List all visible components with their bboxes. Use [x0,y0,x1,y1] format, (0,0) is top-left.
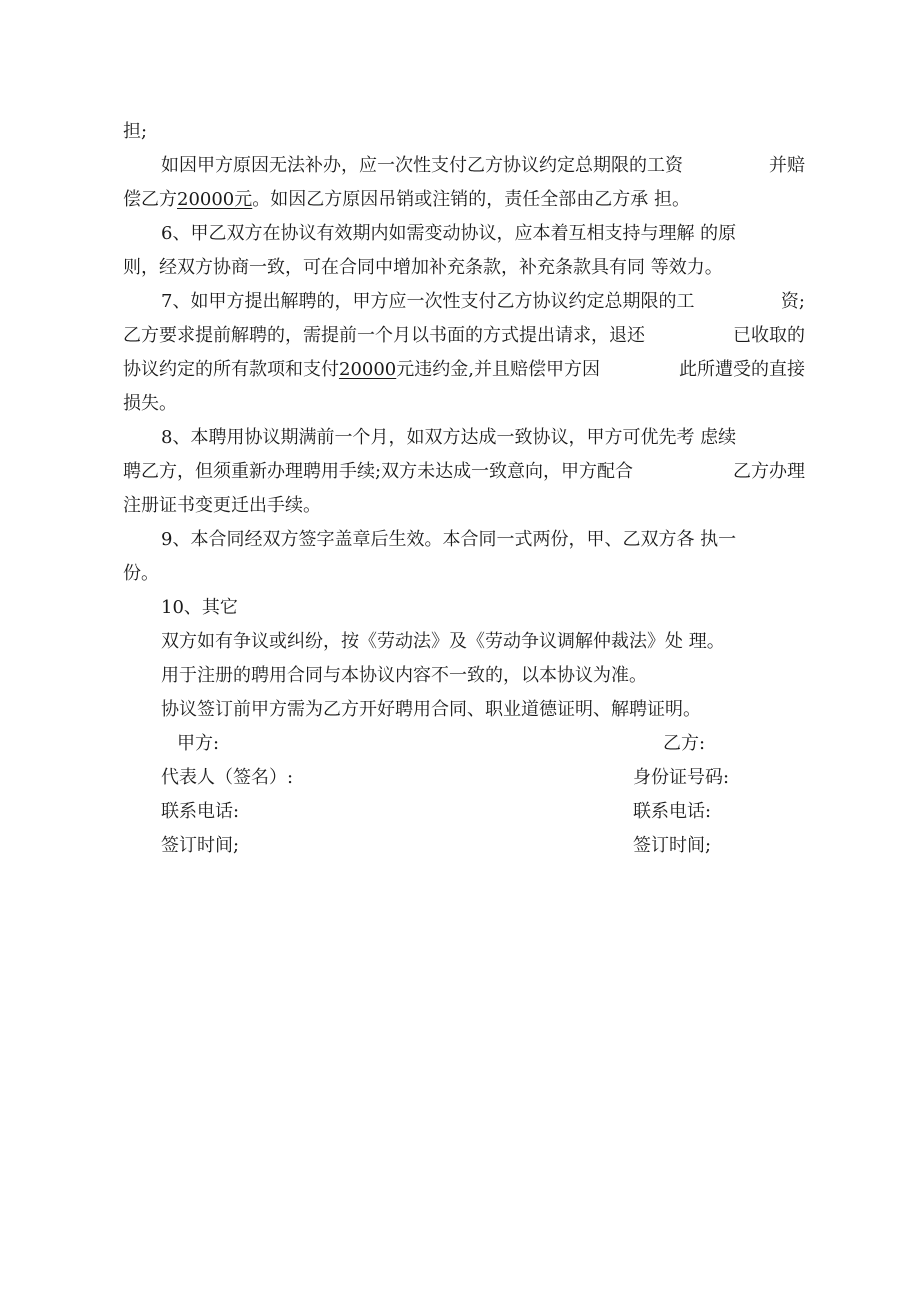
clause-7-text-e [123,354,600,385]
clause-7-text-f: 此所遭受的直接 [679,359,805,380]
clause-7-text-d: 已收取的 [733,325,805,346]
signature-row-parties [123,728,805,759]
compensation-amount: 20000元 [177,189,253,210]
signature-row-identity [123,762,805,793]
clause-5-text-c: 偿乙方 [123,189,177,210]
party-b-date-label: 签订时间; [633,835,712,856]
clause-7-line-2 [123,320,805,351]
signature-row-date [123,830,805,861]
clause-8-text-b: 乙方办理 [733,461,805,482]
clause-7-line-3 [123,354,805,385]
contract-page [123,116,805,864]
clause-7-text-b: 资; [780,291,805,312]
clause-10-title: 10、其它 [161,597,238,618]
clause-5-line-1 [123,150,805,181]
clause-7-text-a: 7、如甲方提出解聘的，甲方应一次性支付乙方协议约定总期限的工 [161,291,695,312]
clause-5-text-b: 并赔 [769,155,805,176]
party-b-label: 乙方: [663,733,706,754]
party-a-representative-label: 代表人（签名）: [161,767,294,788]
continued-text: 担; [123,121,148,142]
clause-5-text-a: 如因甲方原因无法补办，应一次性支付乙方协议约定总期限的工资 [161,155,683,176]
party-a-date-label: 签订时间; [161,835,240,856]
party-b-id-number-label: 身份证号码: [633,767,730,788]
clause-7-text-e2: 元违约金,并且赔偿甲方因 [396,359,600,380]
clause-7-line-4: 损失。 [123,393,177,414]
clause-10-item-1: 双方如有争议或纠纷，按《劳动法》及《劳动争议调解仲裁法》处 理。 [161,631,725,652]
clause-7-text-c: 乙方要求提前解聘的，需提前一个月以书面的方式提出请求，退还 [123,325,645,346]
clause-5-text-d: 。如因乙方原因吊销或注销的，责任全部由乙方承 担。 [252,189,690,210]
clause-7-line-1 [123,286,805,317]
party-a-label: 甲方: [177,733,220,754]
party-b-phone-label: 联系电话: [633,801,712,822]
clause-10-item-3: 协议签订前甲方需为乙方开好聘用合同、职业道德证明、解聘证明。 [161,699,701,720]
clause-9-line-2: 份。 [123,563,159,584]
clause-9-line-1: 9、本合同经双方签字盖章后生效。本合同一式两份，甲、乙双方各 执一 [161,529,737,550]
clause-8-line-2 [123,456,805,487]
clause-6-line-1: 6、甲乙双方在协议有效期内如需变动协议，应本着互相支持与理解 的原 [161,223,737,244]
clause-8-line-3: 注册证书变更迁出手续。 [123,495,321,516]
penalty-amount: 20000 [339,359,397,380]
party-a-phone-label: 联系电话: [161,801,240,822]
clause-8-text-a: 聘乙方，但须重新办理聘用手续;双方未达成一致意向，甲方配合 [123,461,634,482]
clause-8-line-1: 8、本聘用协议期满前一个月，如双方达成一致协议，甲方可优先考 虑续 [161,427,737,448]
clause-10-item-2: 用于注册的聘用合同与本协议内容不一致的，以本协议为准。 [161,665,647,686]
signature-row-phone [123,796,805,827]
clause-7-text-e1: 协议约定的所有款项和支付 [123,359,339,380]
clause-6-line-2: 则，经双方协商一致，可在合同中增加补充条款，补充条款具有同 等效力。 [123,257,723,278]
clause-5-line-2 [123,184,805,215]
